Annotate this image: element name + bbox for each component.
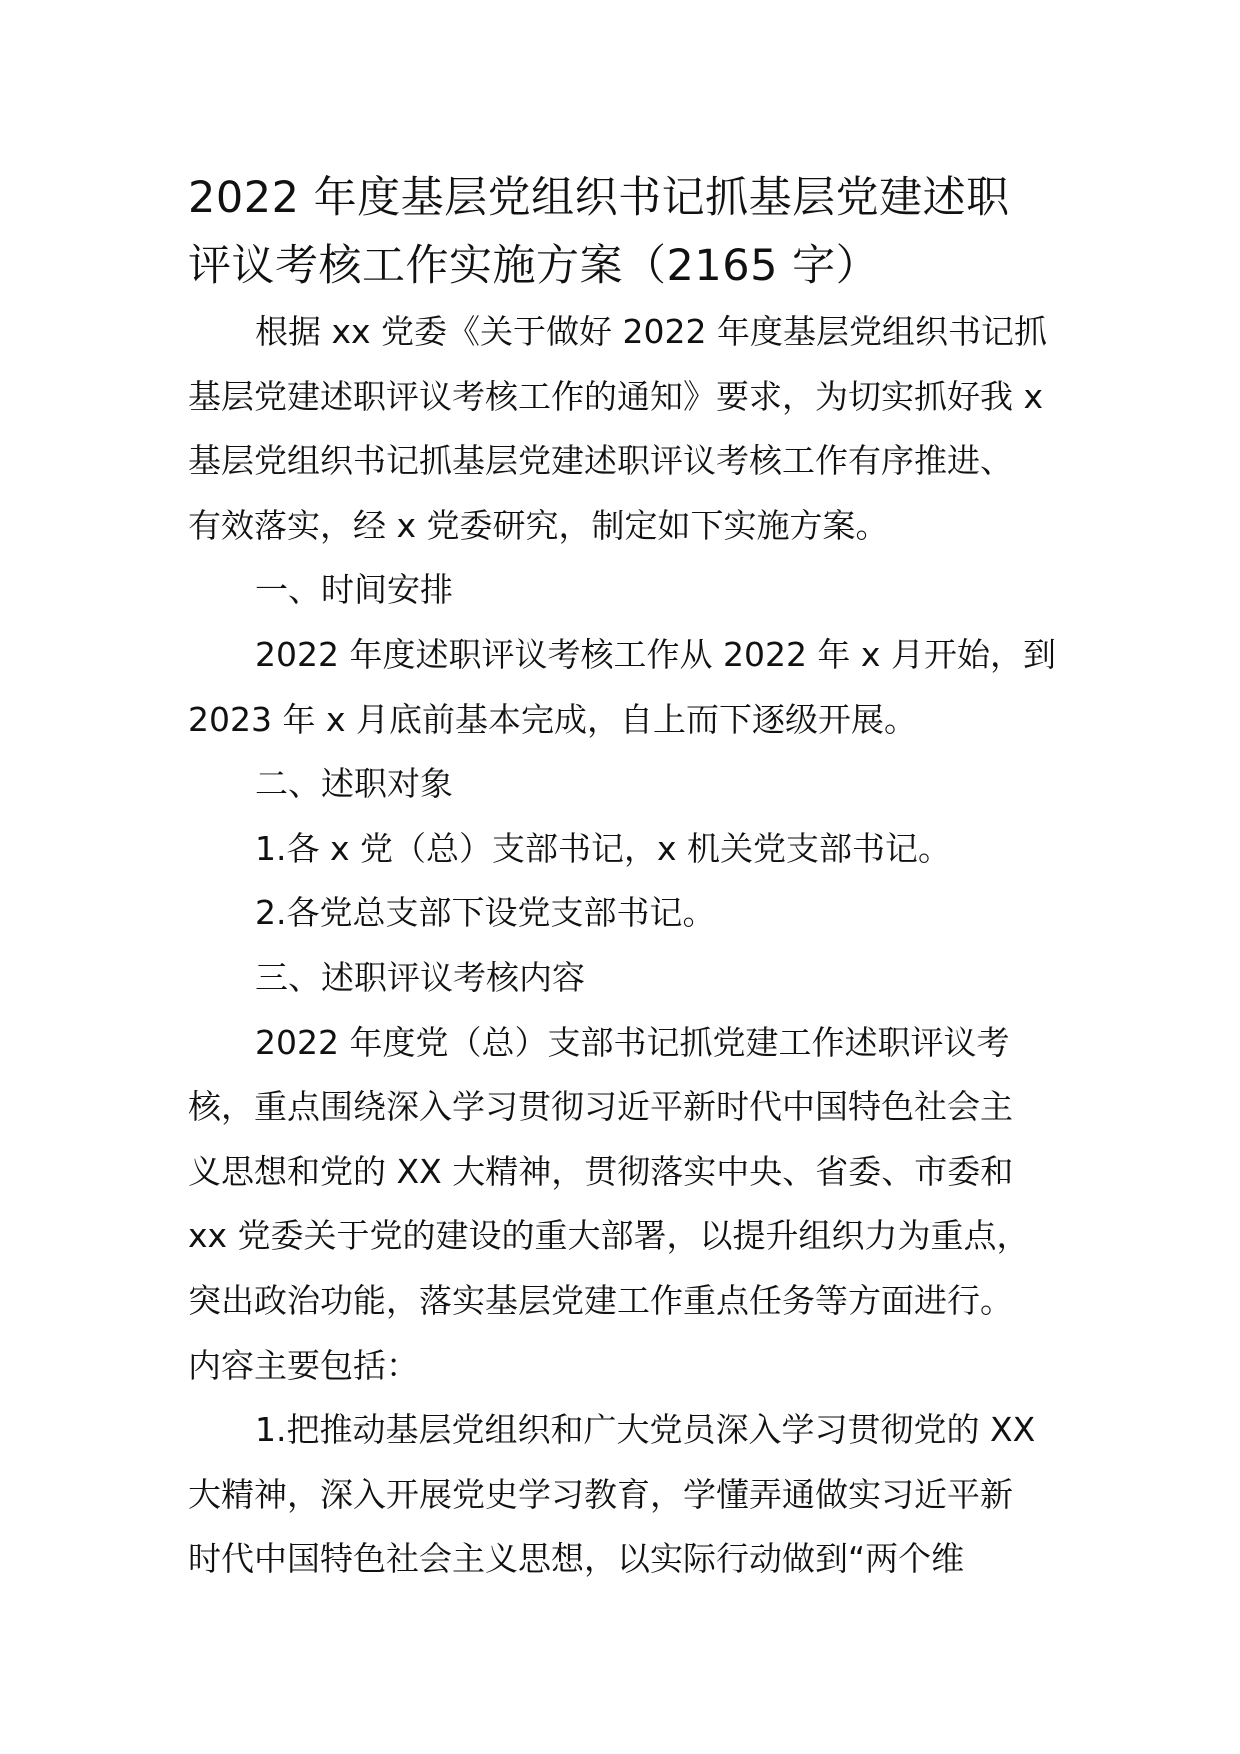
document-title — [188, 164, 1056, 300]
text-line: xx 党委关于党的建设的重大部署，以提升组织力为重点， — [188, 1216, 1030, 1256]
text-line: 时代中国特色社会主义思想，以实际行动做到“两个维 — [188, 1539, 965, 1579]
heading-text: 一、时间安排 — [255, 570, 453, 610]
content-paragraph — [188, 1011, 1056, 1399]
text-line: 义思想和党的 XX 大精神，贯彻落实中央、省委、市委和 — [188, 1151, 1014, 1191]
section-heading-1 — [188, 558, 1056, 623]
document-content — [188, 164, 1056, 1592]
section-heading-2 — [188, 752, 1056, 817]
text-line: 基层党组织书记抓基层党建述职评议考核工作有序推进、 — [188, 441, 1013, 481]
text-line: 有效落实，经 x 党委研究，制定如下实施方案。 — [188, 505, 889, 545]
title-line: 评议考核工作实施方案（2165 字） — [188, 241, 880, 291]
text-line: 基层党建述职评议考核工作的通知》要求，为切实抓好我 x — [188, 376, 1044, 416]
heading-text: 三、述职评议考核内容 — [255, 957, 585, 997]
text-line: 2023 年 x 月底前基本完成，自上而下逐级开展。 — [188, 699, 917, 739]
section-heading-3 — [188, 946, 1056, 1011]
text-line: 2.各党总支部下设党支部书记。 — [255, 893, 716, 933]
text-line: 突出政治功能，落实基层党建工作重点任务等方面进行。 — [188, 1280, 1013, 1320]
text-line: 1.各 x 党（总）支部书记，x 机关党支部书记。 — [255, 828, 952, 868]
text-line: 内容主要包括： — [188, 1345, 419, 1385]
title-line: 2022 年度基层党组织书记抓基层党建述职 — [188, 173, 1010, 223]
schedule-paragraph — [188, 623, 1056, 752]
target-item-2 — [188, 881, 1056, 946]
text-line: 2022 年度述职评议考核工作从 2022 年 x 月开始，到 — [255, 634, 1056, 674]
heading-text: 二、述职对象 — [255, 764, 453, 804]
content-item-1 — [188, 1398, 1056, 1592]
text-line: 2022 年度党（总）支部书记抓党建工作述职评议考 — [255, 1022, 1010, 1062]
target-item-1 — [188, 817, 1056, 882]
text-line: 1.把推动基层党组织和广大党员深入学习贯彻党的 XX — [255, 1410, 1036, 1450]
text-line: 大精神，深入开展党史学习教育，学懂弄通做实习近平新 — [188, 1474, 1013, 1514]
text-line: 根据 xx 党委《关于做好 2022 年度基层党组织书记抓 — [255, 312, 1047, 351]
text-line: 核，重点围绕深入学习贯彻习近平新时代中国特色社会主 — [188, 1087, 1013, 1127]
intro-paragraph — [188, 300, 1056, 558]
